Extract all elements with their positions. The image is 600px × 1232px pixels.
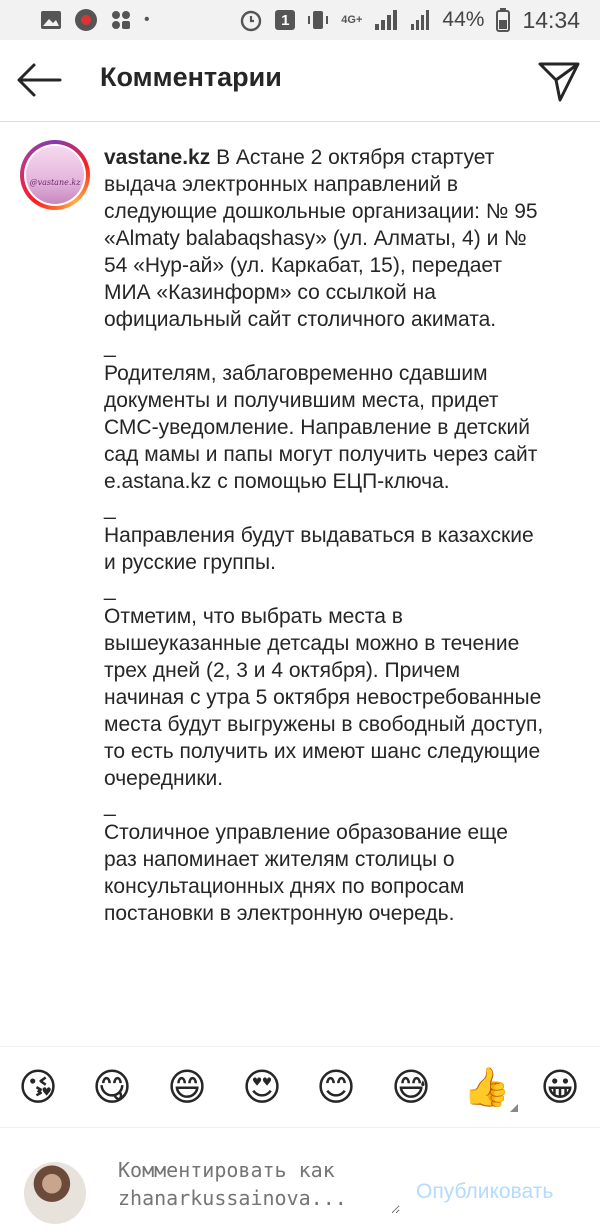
alarm-icon: [239, 8, 263, 32]
own-avatar: [24, 1162, 86, 1224]
commenter-avatar[interactable]: [20, 140, 90, 210]
emoji-quick-bar: [0, 1046, 600, 1128]
comment-separator: _: [104, 335, 116, 358]
send-direct-icon[interactable]: [536, 58, 582, 104]
page-title: Комментарии: [100, 62, 282, 92]
comment-paragraph-4: Отметим, что выбрать места в вышеуказанные детсады можно в течение трех дней (2, 3 и 4 октября). Причем начиная с утра 5 октября невостребованные места будут выгружены в свободный доступ, то есть получить их имеют шанс следующие очередники.: [104, 605, 544, 790]
comment-separator: _: [104, 794, 116, 817]
emoji-smile-button[interactable]: 😊: [316, 1065, 356, 1109]
emoji-yum-button[interactable]: 😋: [92, 1065, 132, 1109]
emoji-grin-button[interactable]: 😄: [167, 1065, 207, 1109]
clock-time: 14:34: [522, 6, 580, 33]
emoji-heart-eyes-button[interactable]: 😍: [242, 1065, 282, 1109]
status-left: [40, 8, 150, 32]
header-bar: [0, 40, 600, 122]
avatar-image: [24, 144, 86, 206]
post-button[interactable]: Опубликовать: [416, 1180, 554, 1203]
network-label: 4G+: [341, 14, 363, 26]
status-bar: [0, 0, 600, 40]
emoji-sweat-smile-button[interactable]: 😅: [391, 1065, 431, 1109]
notification-badge: 1: [275, 10, 295, 30]
emoji-thumbs-up-button[interactable]: 👍: [463, 1065, 511, 1109]
emoji-kiss-button[interactable]: 😘: [18, 1065, 58, 1109]
comment-paragraph-3: Направления будут выдаваться в казахские и русские группы.: [104, 524, 534, 574]
comment-input-bar: [0, 1128, 600, 1232]
comment-separator: _: [104, 497, 116, 520]
apps-icon: [110, 9, 132, 31]
dot-icon: •: [144, 11, 150, 28]
avatar-skyline: [26, 146, 84, 204]
record-icon: [74, 8, 98, 32]
comment-paragraph-2: Родителям, заблаговременно сдавшим документы и получившим места, придет СМС-уведомление. Направление в детский сад мамы и папы могут получить через сайт e.astana.kz с помощью ЕЦП-ключа.: [104, 362, 538, 493]
battery-percent: 44%: [442, 8, 485, 31]
comment-body: [104, 144, 544, 927]
status-right: [239, 7, 580, 34]
signal-secondary-icon: [410, 9, 430, 31]
back-arrow-icon[interactable]: [16, 60, 62, 100]
comment-text-1: В Астане 2 октября стартует выдача электронных направлений в следующие дошкольные организации: № 95 «Almaty balabaqshasy» (ул. Алматы, 4) и № 54 «Нур-ай» (ул. Каркабат, 15), передает МИА «Казинформ» со ссылкой на официальный сайт столичного акимата.: [104, 146, 538, 331]
comment-paragraph-5: Столичное управление образование еще раз напоминает жителям столицы о консультационных днях по вопросам постановки в электронную очередь.: [104, 821, 508, 925]
skin-tone-indicator-icon: [510, 1104, 518, 1112]
vibrate-icon: [307, 9, 329, 31]
avatar-handle: @vastane.kz: [29, 178, 81, 187]
gallery-icon: [40, 10, 62, 30]
comment-username[interactable]: vastane.kz: [104, 146, 211, 169]
comment-paragraph-1: [104, 144, 544, 333]
comment-separator: _: [104, 578, 116, 601]
comment-input[interactable]: [116, 1154, 400, 1214]
battery-icon: [496, 8, 510, 32]
signal-icon: [374, 9, 398, 31]
emoji-grinning-button[interactable]: 😀: [540, 1065, 580, 1109]
